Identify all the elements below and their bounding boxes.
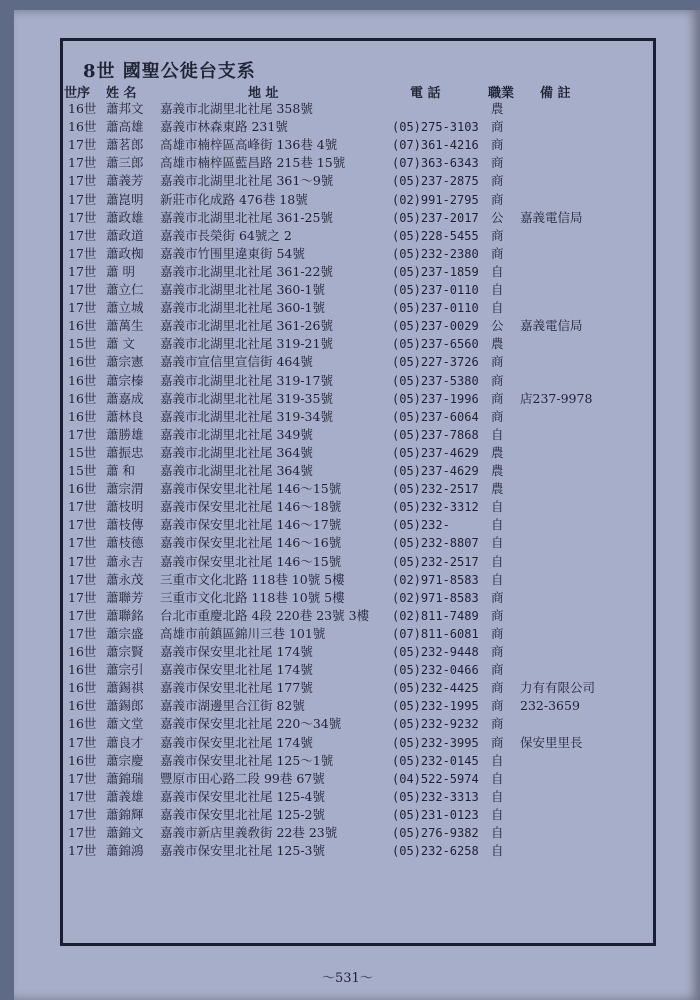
address-cell: 嘉義市北湖里北社尾 360-1號 <box>160 282 326 297</box>
name-cell: 蕭振忠 <box>106 444 144 460</box>
table-row <box>0 209 686 227</box>
generation-cell: 16世 <box>68 481 97 497</box>
address-cell: 嘉義市北湖里北社尾 319-17號 <box>160 372 333 388</box>
table-row <box>0 770 686 788</box>
address-cell: 嘉義市保安里北社尾 174號 <box>160 734 313 750</box>
phone-cell: (05)232-3313 <box>392 789 479 804</box>
table-row <box>0 353 686 371</box>
table-row <box>0 317 686 335</box>
phone-cell: (02)971-8583 <box>392 590 479 605</box>
table-row <box>0 625 686 643</box>
table-row <box>0 335 686 353</box>
generation-cell: 17世 <box>68 191 97 207</box>
address-cell: 嘉義市保安里北社尾 125～1號 <box>160 752 334 768</box>
address-cell: 嘉義市保安里北社尾 125-2號 <box>160 806 326 822</box>
generation-cell: 17世 <box>68 137 97 153</box>
generation-cell: 17世 <box>68 263 97 279</box>
phone-cell: (04)522-5974 <box>392 771 479 786</box>
remark-cell: 嘉義電信局 <box>520 209 583 225</box>
table-row <box>0 299 686 317</box>
address-cell: 三重市文化北路 118巷 10號 5樓 <box>160 571 345 587</box>
table-row <box>0 480 686 498</box>
name-cell: 蕭聯芳 <box>106 589 144 605</box>
address-cell: 嘉義市北湖里北社尾 358號 <box>160 101 313 116</box>
name-cell: 蕭枝德 <box>106 535 144 551</box>
table-row <box>0 498 686 516</box>
address-cell: 三重市文化北路 118巷 10號 5樓 <box>160 589 345 605</box>
generation-cell: 17世 <box>68 227 97 243</box>
name-cell: 蕭義芳 <box>106 173 144 189</box>
address-cell: 嘉義市保安里北社尾 174號 <box>160 644 313 659</box>
remark-cell: 232-3659 <box>520 698 580 714</box>
occupation-cell: 自 <box>491 535 504 551</box>
table-row <box>0 534 686 552</box>
address-cell: 嘉義市保安里北社尾 146～18號 <box>160 499 342 515</box>
table-row <box>0 788 686 806</box>
generation-cell: 17世 <box>68 209 97 225</box>
address-cell: 豐原市田心路二段 99巷 67號 <box>160 770 325 786</box>
phone-cell: (02)811-7489 <box>392 608 479 623</box>
name-cell: 蕭政道 <box>106 227 144 243</box>
occupation-cell: 農 <box>491 101 504 116</box>
phone-cell: (05)275-3103 <box>392 120 479 135</box>
address-cell: 嘉義市北湖里北社尾 361-22號 <box>160 263 333 279</box>
address-cell: 嘉義市保安里北社尾 146～16號 <box>160 535 342 551</box>
phone-cell: (05)232-0466 <box>392 663 479 678</box>
generation-cell: 16世 <box>68 408 97 424</box>
name-cell: 蕭宗賢 <box>106 644 144 659</box>
occupation-cell: 商 <box>491 173 504 189</box>
generation-cell: 16世 <box>68 680 97 696</box>
occupation-cell: 自 <box>491 752 504 768</box>
name-cell: 蕭 文 <box>106 336 135 352</box>
occupation-cell: 農 <box>491 336 504 352</box>
header-phone: 電 話 <box>410 86 441 101</box>
table-row <box>0 752 686 770</box>
table-row <box>0 245 686 263</box>
phone-cell: (07)361-4216 <box>392 138 479 153</box>
table-row <box>0 589 686 607</box>
generation-cell: 16世 <box>68 698 97 714</box>
phone-cell: (07)811-6081 <box>392 626 479 641</box>
generation-cell: 17世 <box>68 300 97 316</box>
table-row <box>0 697 686 715</box>
phone-cell: (05)237-4629 <box>392 464 479 478</box>
table-row <box>0 118 686 136</box>
table-row <box>0 607 686 625</box>
occupation-cell: 農 <box>491 463 504 478</box>
address-cell: 嘉義市北湖里北社尾 364號 <box>160 444 313 460</box>
name-cell: 蕭錦輝 <box>106 806 144 822</box>
occupation-cell: 商 <box>491 408 504 424</box>
address-cell: 嘉義市北湖里北社尾 360-1號 <box>160 300 326 316</box>
name-cell: 蕭立城 <box>106 300 144 316</box>
table-row <box>0 553 686 571</box>
phone-cell: (07)363-6343 <box>392 156 479 171</box>
phone-cell: (05)232-9232 <box>392 717 479 732</box>
phone-cell: (05)231-0123 <box>392 807 479 822</box>
address-cell: 高雄市楠梓區高峰街 136巷 4號 <box>160 137 338 153</box>
phone-cell: (05)232-1995 <box>392 699 479 714</box>
table-row <box>0 136 686 154</box>
name-cell: 蕭良才 <box>106 734 144 750</box>
generation-cell: 16世 <box>68 318 97 334</box>
address-cell: 嘉義市北湖里北社尾 319-21號 <box>160 336 333 352</box>
phone-cell: (05)227-3726 <box>392 355 479 370</box>
name-cell: 蕭政椥 <box>106 245 144 261</box>
table-row <box>0 661 686 679</box>
table-row <box>0 408 686 426</box>
page-number: ～531～ <box>322 971 373 986</box>
header-occupation: 職業 <box>488 86 515 101</box>
remark-cell: 嘉義電信局 <box>520 318 583 334</box>
address-cell: 嘉義市保安里北社尾 125-4號 <box>160 788 326 804</box>
address-cell: 嘉義市北湖里北社尾 361～9號 <box>160 173 334 189</box>
name-cell: 蕭宗盛 <box>106 625 144 641</box>
address-cell: 嘉義市北湖里北社尾 361-25號 <box>160 209 333 225</box>
name-cell: 蕭聯銘 <box>106 607 144 623</box>
occupation-cell: 自 <box>491 553 504 569</box>
phone-cell: (05)232-3995 <box>392 735 479 750</box>
table-row <box>0 154 686 172</box>
table-row <box>0 444 686 462</box>
occupation-cell: 自 <box>491 825 504 840</box>
occupation-cell: 商 <box>491 644 504 659</box>
table-row <box>0 516 686 534</box>
table-row <box>0 426 686 444</box>
generation-cell: 17世 <box>68 426 97 442</box>
phone-cell: (05)237-0110 <box>392 301 479 316</box>
table-row <box>0 571 686 589</box>
name-cell: 蕭三郎 <box>106 155 144 171</box>
occupation-cell: 商 <box>491 607 504 623</box>
name-cell: 蕭永茂 <box>106 571 144 587</box>
name-cell: 蕭邦文 <box>106 101 144 116</box>
table-row <box>0 806 686 824</box>
generation-cell: 17世 <box>68 535 97 551</box>
occupation-cell: 自 <box>491 770 504 786</box>
phone-cell: (05)228-5455 <box>392 228 479 243</box>
phone-cell: (05)232-2517 <box>392 554 479 569</box>
header-generation: 世序 <box>64 86 91 101</box>
generation-cell: 17世 <box>68 770 97 786</box>
name-cell: 蕭錫郎 <box>106 698 144 714</box>
address-cell: 嘉義市保安里北社尾 146～15號 <box>160 553 342 569</box>
generation-cell: 17世 <box>68 173 97 189</box>
generation-cell: 16世 <box>68 101 97 116</box>
name-cell: 蕭枝明 <box>106 499 144 515</box>
name-cell: 蕭 和 <box>106 463 135 478</box>
occupation-cell: 農 <box>491 481 504 497</box>
occupation-cell: 商 <box>491 680 504 696</box>
occupation-cell: 自 <box>491 282 504 297</box>
generation-cell: 17世 <box>68 245 97 261</box>
name-cell: 蕭宗渭 <box>106 481 144 497</box>
phone-cell: (05)232-2517 <box>392 482 479 497</box>
generation-cell: 16世 <box>68 662 97 678</box>
generation-cell: 17世 <box>68 788 97 804</box>
phone-cell: (05)237-1859 <box>392 264 479 279</box>
generation-cell: 17世 <box>68 499 97 515</box>
generation-cell: 16世 <box>68 644 97 659</box>
name-cell: 蕭嘉成 <box>106 390 144 406</box>
occupation-cell: 自 <box>491 499 504 515</box>
header-name: 姓 名 <box>106 86 137 101</box>
header-remark: 備 註 <box>540 86 571 101</box>
generation-cell: 17世 <box>68 625 97 641</box>
address-cell: 嘉義市北湖里北社尾 361-26號 <box>160 318 333 334</box>
occupation-cell: 自 <box>491 300 504 316</box>
address-cell: 嘉義市北湖里北社尾 319-35號 <box>160 390 333 406</box>
table-row <box>0 824 686 842</box>
occupation-cell: 自 <box>491 806 504 822</box>
name-cell: 蕭枝傳 <box>106 517 144 533</box>
phone-cell: (05)276-9382 <box>392 826 479 840</box>
table-row <box>0 191 686 209</box>
name-cell: 蕭立仁 <box>106 282 144 297</box>
phone-cell: (05)237-0029 <box>392 319 479 334</box>
header-address: 地 址 <box>248 86 279 101</box>
phone-cell: (05)237-6064 <box>392 409 479 424</box>
phone-cell: (05)232-4425 <box>392 681 479 696</box>
generation-cell: 17世 <box>68 282 97 297</box>
table-row <box>0 263 686 281</box>
occupation-cell: 商 <box>491 716 504 732</box>
table-row <box>0 281 686 299</box>
occupation-cell: 商 <box>491 245 504 261</box>
occupation-cell: 商 <box>491 119 504 135</box>
address-cell: 高雄市前鎮區錦川三巷 101號 <box>160 625 326 641</box>
phone-cell: (05)237-6560 <box>392 337 479 352</box>
address-cell: 嘉義市長榮街 64號之 2 <box>160 227 292 243</box>
address-cell: 嘉義市新店里義敎街 22巷 23號 <box>160 825 338 840</box>
remark-cell: 力有有限公司 <box>520 680 596 696</box>
occupation-cell: 商 <box>491 589 504 605</box>
table-row <box>0 734 686 752</box>
generation-cell: 15世 <box>68 444 97 460</box>
generation-cell: 16世 <box>68 752 97 768</box>
occupation-cell: 自 <box>491 426 504 442</box>
generation-cell: 17世 <box>68 843 97 859</box>
address-cell: 嘉義市竹围里違東街 54號 <box>160 245 305 261</box>
phone-cell: (05)237-1996 <box>392 391 479 406</box>
address-cell: 嘉義市保安里北社尾 125-3號 <box>160 843 326 859</box>
phone-cell: (05)237-7868 <box>392 427 479 442</box>
table-row <box>0 842 686 860</box>
name-cell: 蕭茗郎 <box>106 137 144 153</box>
occupation-cell: 自 <box>491 843 504 859</box>
page-title: 8世 國聖公徙台支系 <box>83 61 256 82</box>
phone-cell: (05)232-6258 <box>392 844 479 859</box>
generation-cell: 16世 <box>68 119 97 135</box>
address-cell: 嘉義市保安里北社尾 146～17號 <box>160 517 342 533</box>
generation-cell: 15世 <box>68 463 97 478</box>
occupation-cell: 商 <box>491 734 504 750</box>
occupation-cell: 自 <box>491 788 504 804</box>
generation-cell: 17世 <box>68 517 97 533</box>
generation-cell: 16世 <box>68 372 97 388</box>
phone-cell: (05)232-3312 <box>392 500 479 515</box>
address-cell: 嘉義市保安里北社尾 146～15號 <box>160 481 342 497</box>
name-cell: 蕭 明 <box>106 263 135 279</box>
phone-cell: (05)237-4629 <box>392 445 479 460</box>
address-cell: 嘉義市宣信里宣信街 464號 <box>160 354 313 370</box>
generation-cell: 17世 <box>68 155 97 171</box>
table-row <box>0 679 686 697</box>
address-cell: 新莊市化成路 476巷 18號 <box>160 191 308 207</box>
phone-cell: (05)232-0145 <box>392 753 479 768</box>
name-cell: 蕭宗憲 <box>106 354 144 370</box>
name-cell: 蕭錦瑞 <box>106 770 144 786</box>
phone-cell: (05)237-2875 <box>392 174 479 189</box>
address-cell: 嘉義市保安里北社尾 177號 <box>160 680 313 696</box>
name-cell: 蕭崑明 <box>106 191 144 207</box>
name-cell: 蕭政雄 <box>106 209 144 225</box>
occupation-cell: 商 <box>491 137 504 153</box>
occupation-cell: 自 <box>491 571 504 587</box>
phone-cell: (05)232- <box>392 518 450 533</box>
occupation-cell: 公 <box>491 209 504 225</box>
remark-cell: 保安里里長 <box>520 734 583 750</box>
name-cell: 蕭萬生 <box>106 318 144 334</box>
occupation-cell: 商 <box>491 372 504 388</box>
occupation-cell: 商 <box>491 191 504 207</box>
generation-cell: 17世 <box>68 734 97 750</box>
name-cell: 蕭宗慶 <box>106 752 144 768</box>
occupation-cell: 自 <box>491 263 504 279</box>
address-cell: 嘉義市北湖里北社尾 364號 <box>160 463 313 478</box>
address-cell: 嘉義市湖邊里合江街 82號 <box>160 698 305 714</box>
name-cell: 蕭錫祺 <box>106 680 144 696</box>
name-cell: 蕭錦文 <box>106 825 144 840</box>
generation-cell: 17世 <box>68 571 97 587</box>
phone-cell: (02)971-8583 <box>392 572 479 587</box>
address-cell: 嘉義市北湖里北社尾 319-34號 <box>160 408 333 424</box>
table-row <box>0 462 686 480</box>
remark-cell: 店237-9978 <box>520 390 593 406</box>
phone-cell: (05)232-8807 <box>392 536 479 551</box>
name-cell: 蕭錦鴻 <box>106 843 144 859</box>
address-cell: 嘉義市保安里北社尾 220～34號 <box>160 716 342 732</box>
occupation-cell: 商 <box>491 155 504 171</box>
occupation-cell: 商 <box>491 662 504 678</box>
occupation-cell: 商 <box>491 390 504 406</box>
name-cell: 蕭文堂 <box>106 716 144 732</box>
table-row <box>0 372 686 390</box>
generation-cell: 17世 <box>68 607 97 623</box>
phone-cell: (05)232-9448 <box>392 645 479 659</box>
generation-cell: 17世 <box>68 806 97 822</box>
phone-cell: (02)991-2795 <box>392 192 479 207</box>
name-cell: 蕭宗榛 <box>106 372 144 388</box>
table-row <box>0 643 686 661</box>
phone-cell: (05)237-2017 <box>392 210 479 225</box>
generation-cell: 16世 <box>68 390 97 406</box>
name-cell: 蕭林良 <box>106 408 144 424</box>
table-row <box>0 390 686 408</box>
table-row <box>0 172 686 190</box>
table-row <box>0 227 686 245</box>
generation-cell: 16世 <box>68 354 97 370</box>
name-cell: 蕭永吉 <box>106 553 144 569</box>
occupation-cell: 商 <box>491 698 504 714</box>
name-cell: 蕭義雄 <box>106 788 144 804</box>
address-cell: 嘉義市北湖里北社尾 349號 <box>160 426 313 442</box>
occupation-cell: 商 <box>491 625 504 641</box>
occupation-cell: 農 <box>491 444 504 460</box>
occupation-cell: 商 <box>491 354 504 370</box>
phone-cell: (05)237-5380 <box>392 373 479 388</box>
table-row <box>0 100 686 118</box>
name-cell: 蕭高雄 <box>106 119 144 135</box>
generation-cell: 17世 <box>68 553 97 569</box>
table-row <box>0 715 686 733</box>
generation-cell: 17世 <box>68 589 97 605</box>
address-cell: 高雄市楠梓區藍昌路 215巷 15號 <box>160 155 346 171</box>
phone-cell: (05)232-2380 <box>392 246 479 261</box>
generation-cell: 15世 <box>68 336 97 352</box>
address-cell: 嘉義市林森東路 231號 <box>160 119 288 135</box>
name-cell: 蕭宗引 <box>106 662 144 678</box>
generation-cell: 16世 <box>68 716 97 732</box>
generation-cell: 17世 <box>68 825 97 840</box>
address-cell: 嘉義市保安里北社尾 174號 <box>160 662 313 678</box>
occupation-cell: 商 <box>491 227 504 243</box>
address-cell: 台北市重慶北路 4段 220巷 23號 3樓 <box>160 607 370 623</box>
name-cell: 蕭勝雄 <box>106 426 144 442</box>
occupation-cell: 公 <box>491 318 504 334</box>
phone-cell: (05)237-0110 <box>392 283 479 297</box>
occupation-cell: 自 <box>491 517 504 533</box>
